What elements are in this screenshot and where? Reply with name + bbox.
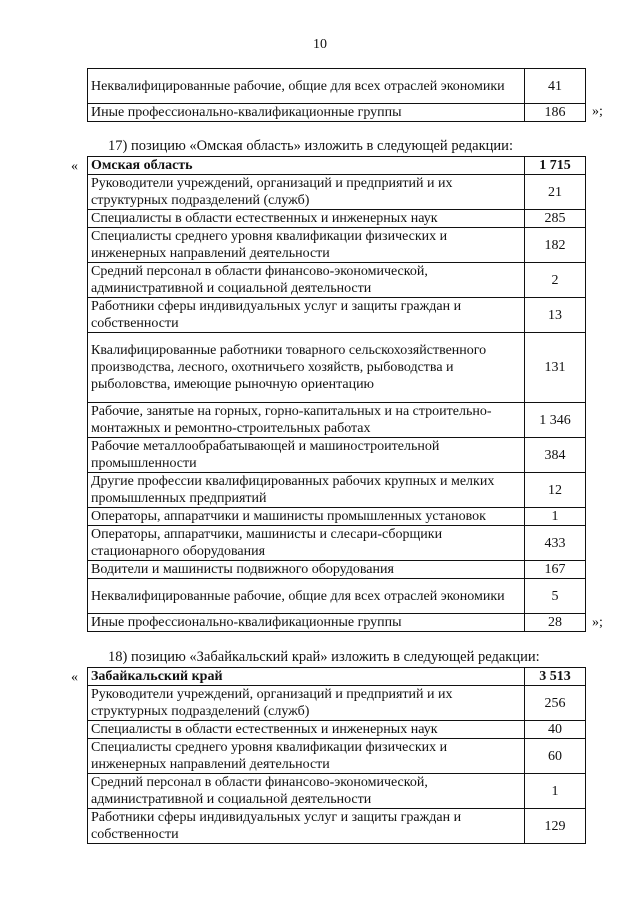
top-table-body xyxy=(88,69,586,122)
top-table xyxy=(87,68,586,122)
count-cell: 60 xyxy=(525,739,586,774)
table-row xyxy=(88,686,586,721)
category-cell: Квалифицированные работники товарного сельскохозяйственного производства, лесного, охотничьего хозяйств, рыбоводства и рыболовства, имеющие рыночную ориентацию xyxy=(88,333,525,403)
category-cell: Водители и машинисты подвижного оборудования xyxy=(88,561,525,579)
category-cell: Операторы, аппаратчики, машинисты и слесари-сборщики стационарного оборудования xyxy=(88,526,525,561)
table-row xyxy=(88,333,586,403)
count-cell: 1 xyxy=(525,508,586,526)
table-row xyxy=(88,739,586,774)
table-header-row xyxy=(88,157,586,175)
section-17-intro: 17) позицию «Омская область» изложить в следующей редакции: xyxy=(108,138,513,154)
count-cell: 21 xyxy=(525,175,586,210)
omsk-table-rows xyxy=(88,175,586,632)
count-cell: 41 xyxy=(525,69,586,104)
zabaykalsky-table-rows xyxy=(88,686,586,844)
table-row xyxy=(88,614,586,632)
count-cell: 13 xyxy=(525,298,586,333)
category-cell: Иные профессионально-квалификационные группы xyxy=(88,104,525,122)
omsk-table-body xyxy=(88,157,586,175)
count-cell: 384 xyxy=(525,438,586,473)
omsk-table xyxy=(87,156,586,632)
zabaykalsky-table-body xyxy=(88,668,586,686)
region-name: Омская область xyxy=(88,157,525,175)
table-row xyxy=(88,774,586,809)
table-row xyxy=(88,69,586,104)
category-cell: Средний персонал в области финансово-экономической, административной и социальной деятельности xyxy=(88,263,525,298)
region-name: Забайкальский край xyxy=(88,668,525,686)
count-cell: 28 xyxy=(525,614,586,632)
table-row xyxy=(88,508,586,526)
count-cell: 256 xyxy=(525,686,586,721)
table-row xyxy=(88,473,586,508)
table-row xyxy=(88,579,586,614)
category-cell: Средний персонал в области финансово-экономической, административной и социальной деятельности xyxy=(88,774,525,809)
count-cell: 12 xyxy=(525,473,586,508)
table-row xyxy=(88,104,586,122)
count-cell: 182 xyxy=(525,228,586,263)
category-cell: Иные профессионально-квалификационные группы xyxy=(88,614,525,632)
category-cell: Операторы, аппаратчики и машинисты промышленных установок xyxy=(88,508,525,526)
category-cell: Рабочие, занятые на горных, горно-капитальных и на строительно-монтажных и ремонтно-строительных работах xyxy=(88,403,525,438)
category-cell: Неквалифицированные рабочие, общие для всех отраслей экономики xyxy=(88,69,525,104)
category-cell: Рабочие металлообрабатывающей и машиностроительной промышленности xyxy=(88,438,525,473)
table-row xyxy=(88,561,586,579)
count-cell: 5 xyxy=(525,579,586,614)
category-cell: Работники сферы индивидуальных услуг и защиты граждан и собственности xyxy=(88,298,525,333)
table-row xyxy=(88,210,586,228)
table-row xyxy=(88,721,586,739)
count-cell: 1 346 xyxy=(525,403,586,438)
count-cell: 129 xyxy=(525,809,586,844)
count-cell: 186 xyxy=(525,104,586,122)
count-cell: 433 xyxy=(525,526,586,561)
table-row xyxy=(88,403,586,438)
category-cell: Специалисты в области естественных и инженерных наук xyxy=(88,721,525,739)
category-cell: Неквалифицированные рабочие, общие для всех отраслей экономики xyxy=(88,579,525,614)
opening-quote-2: « xyxy=(71,670,78,685)
zabaykalsky-table xyxy=(87,667,586,844)
table-row xyxy=(88,228,586,263)
count-cell: 1 xyxy=(525,774,586,809)
region-total: 3 513 xyxy=(525,668,586,686)
table-header-row xyxy=(88,668,586,686)
count-cell: 2 xyxy=(525,263,586,298)
table-row xyxy=(88,298,586,333)
table-row xyxy=(88,263,586,298)
table-row xyxy=(88,526,586,561)
category-cell: Специалисты в области естественных и инженерных наук xyxy=(88,210,525,228)
region-total: 1 715 xyxy=(525,157,586,175)
count-cell: 167 xyxy=(525,561,586,579)
table-row xyxy=(88,438,586,473)
section-18-intro: 18) позицию «Забайкальский край» изложить в следующей редакции: xyxy=(108,649,540,665)
category-cell: Специалисты среднего уровня квалификации физических и инженерных направлений деятельности xyxy=(88,739,525,774)
table-row xyxy=(88,175,586,210)
opening-quote-1: « xyxy=(71,159,78,174)
table-row xyxy=(88,809,586,844)
category-cell: Другие профессии квалифицированных рабочих крупных и мелких промышленных предприятий xyxy=(88,473,525,508)
count-cell: 131 xyxy=(525,333,586,403)
page-number: 10 xyxy=(313,37,327,52)
count-cell: 285 xyxy=(525,210,586,228)
closing-quote-1: »; xyxy=(592,104,603,119)
category-cell: Работники сферы индивидуальных услуг и защиты граждан и собственности xyxy=(88,809,525,844)
closing-quote-2: »; xyxy=(592,615,603,630)
category-cell: Руководители учреждений, организаций и предприятий и их структурных подразделений (служб) xyxy=(88,175,525,210)
category-cell: Специалисты среднего уровня квалификации физических и инженерных направлений деятельности xyxy=(88,228,525,263)
category-cell: Руководители учреждений, организаций и предприятий и их структурных подразделений (служб) xyxy=(88,686,525,721)
count-cell: 40 xyxy=(525,721,586,739)
